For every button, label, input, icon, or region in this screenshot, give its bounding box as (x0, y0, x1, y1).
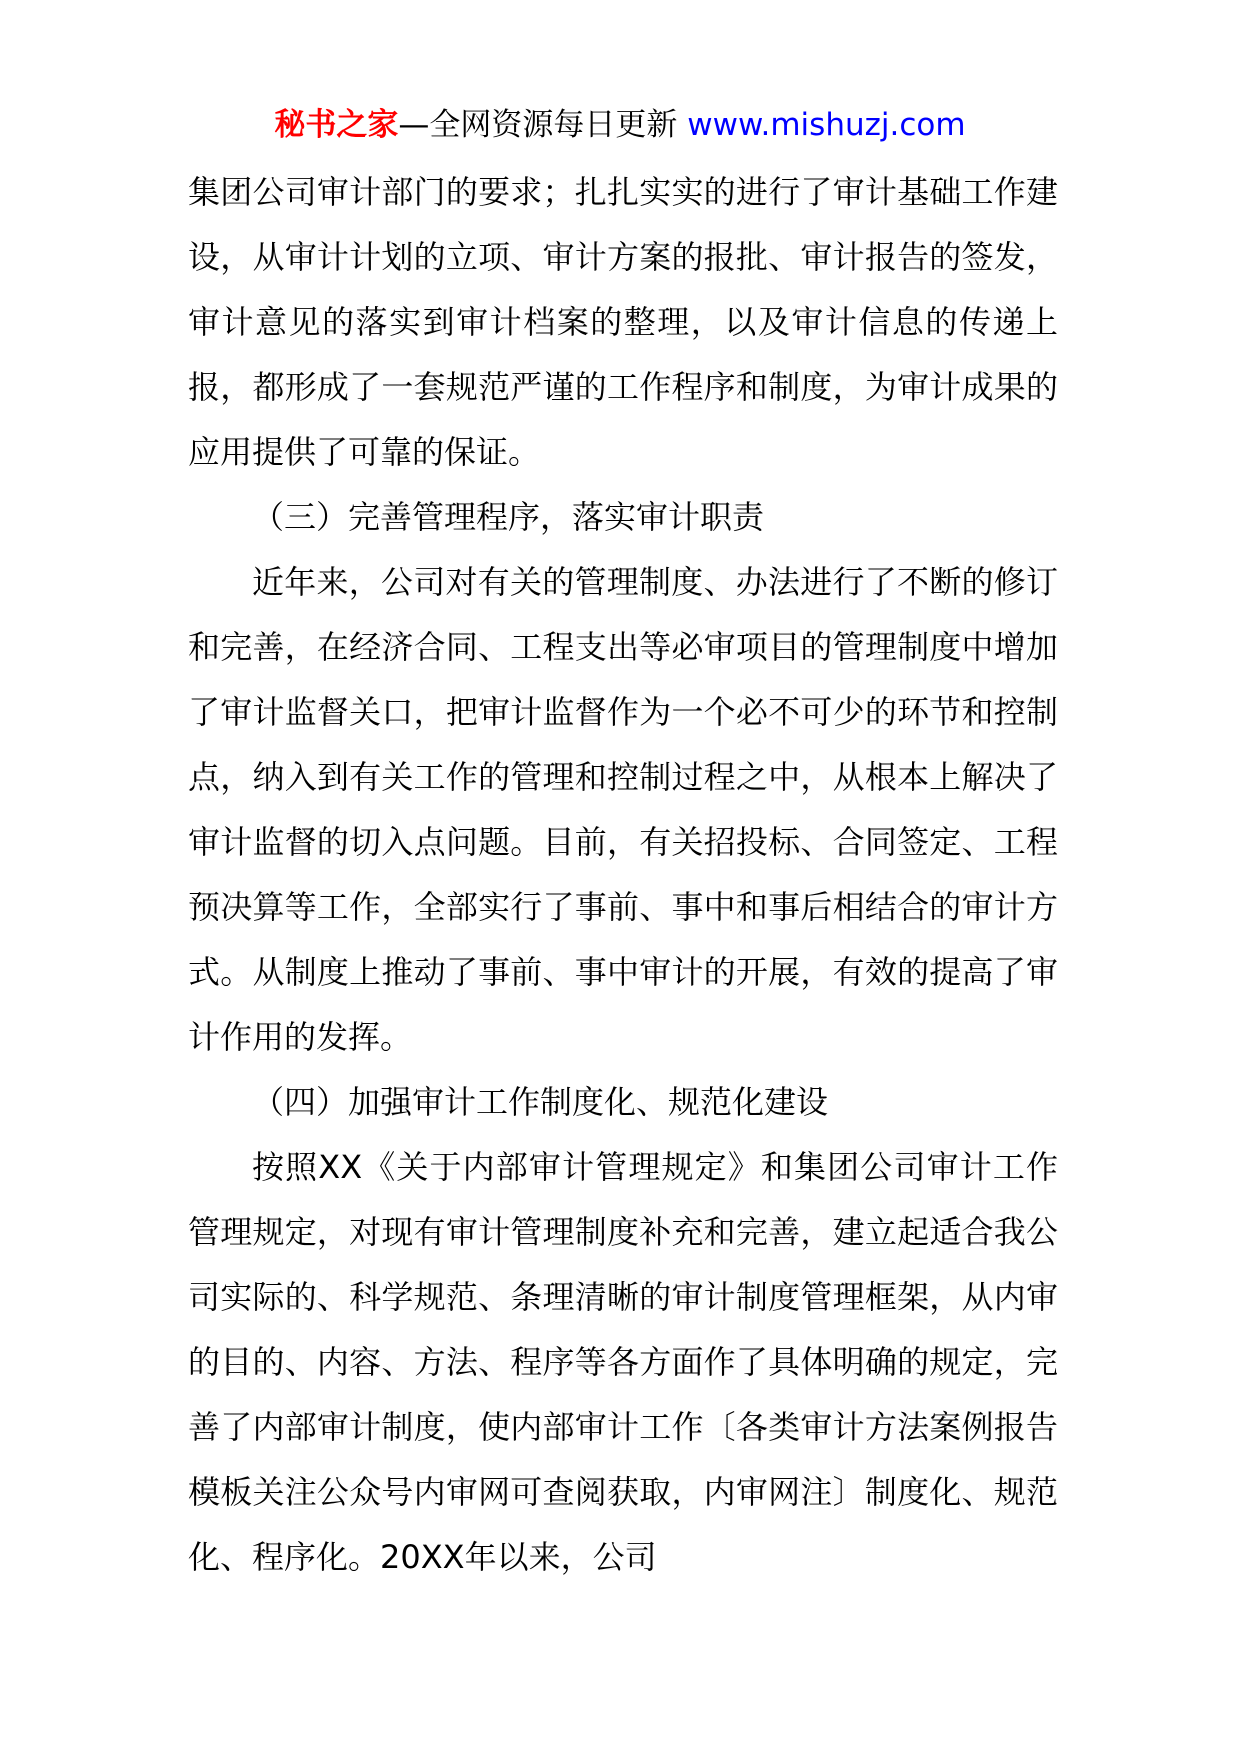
paragraph-2: 近年来，公司对有关的管理制度、办法进行了不断的修订和完善，在经济合同、工程支出等必审项目的管理制度中增加了审计监督关口，把审计监督作为一个必不可少的环节和控制点，纳入到有关工作的管理和控制过程之中，从根本上解决了审计监督的切入点问题。目前，有关招投标、合同签定、工程预决算等工作，全部实行了事前、事中和事后相结合的审计方式。从制度上推动了事前、事中审计的开展，有效的提高了审计作用的发挥。 (188, 563, 1058, 1056)
page-header (0, 100, 1240, 150)
document-body (188, 160, 1058, 1590)
header-tagline: —全网资源每日更新 (398, 107, 688, 143)
paragraph-1: 集团公司审计部门的要求；扎扎实实的进行了审计基础工作建设，从审计计划的立项、审计方案的报批、审计报告的签发，审计意见的落实到审计档案的整理，以及审计信息的传递上报，都形成了一套规范严谨的工作程序和制度，为审计成果的应用提供了可靠的保证。 (188, 173, 1058, 471)
paragraph-3: 按照XX《关于内部审计管理规定》和集团公司审计工作管理规定，对现有审计管理制度补充和完善，建立起适合我公司实际的、科学规范、条理清晰的审计制度管理框架，从内审的目的、内容、方法、程序等各方面作了具体明确的规定，完善了内部审计制度，使内部审计工作〔各类审计方法案例报告模板关注公众号内审网可查阅获取，内审网注〕制度化、规范化、程序化。20XX年以来，公司 (188, 1148, 1058, 1576)
section-heading-3: （三）完善管理程序，落实审计职责 (252, 498, 765, 536)
brand-name: 秘书之家 (274, 107, 399, 143)
website-link[interactable]: www.mishuzj.com (687, 107, 966, 143)
section-heading-4: （四）加强审计工作制度化、规范化建设 (252, 1083, 829, 1121)
